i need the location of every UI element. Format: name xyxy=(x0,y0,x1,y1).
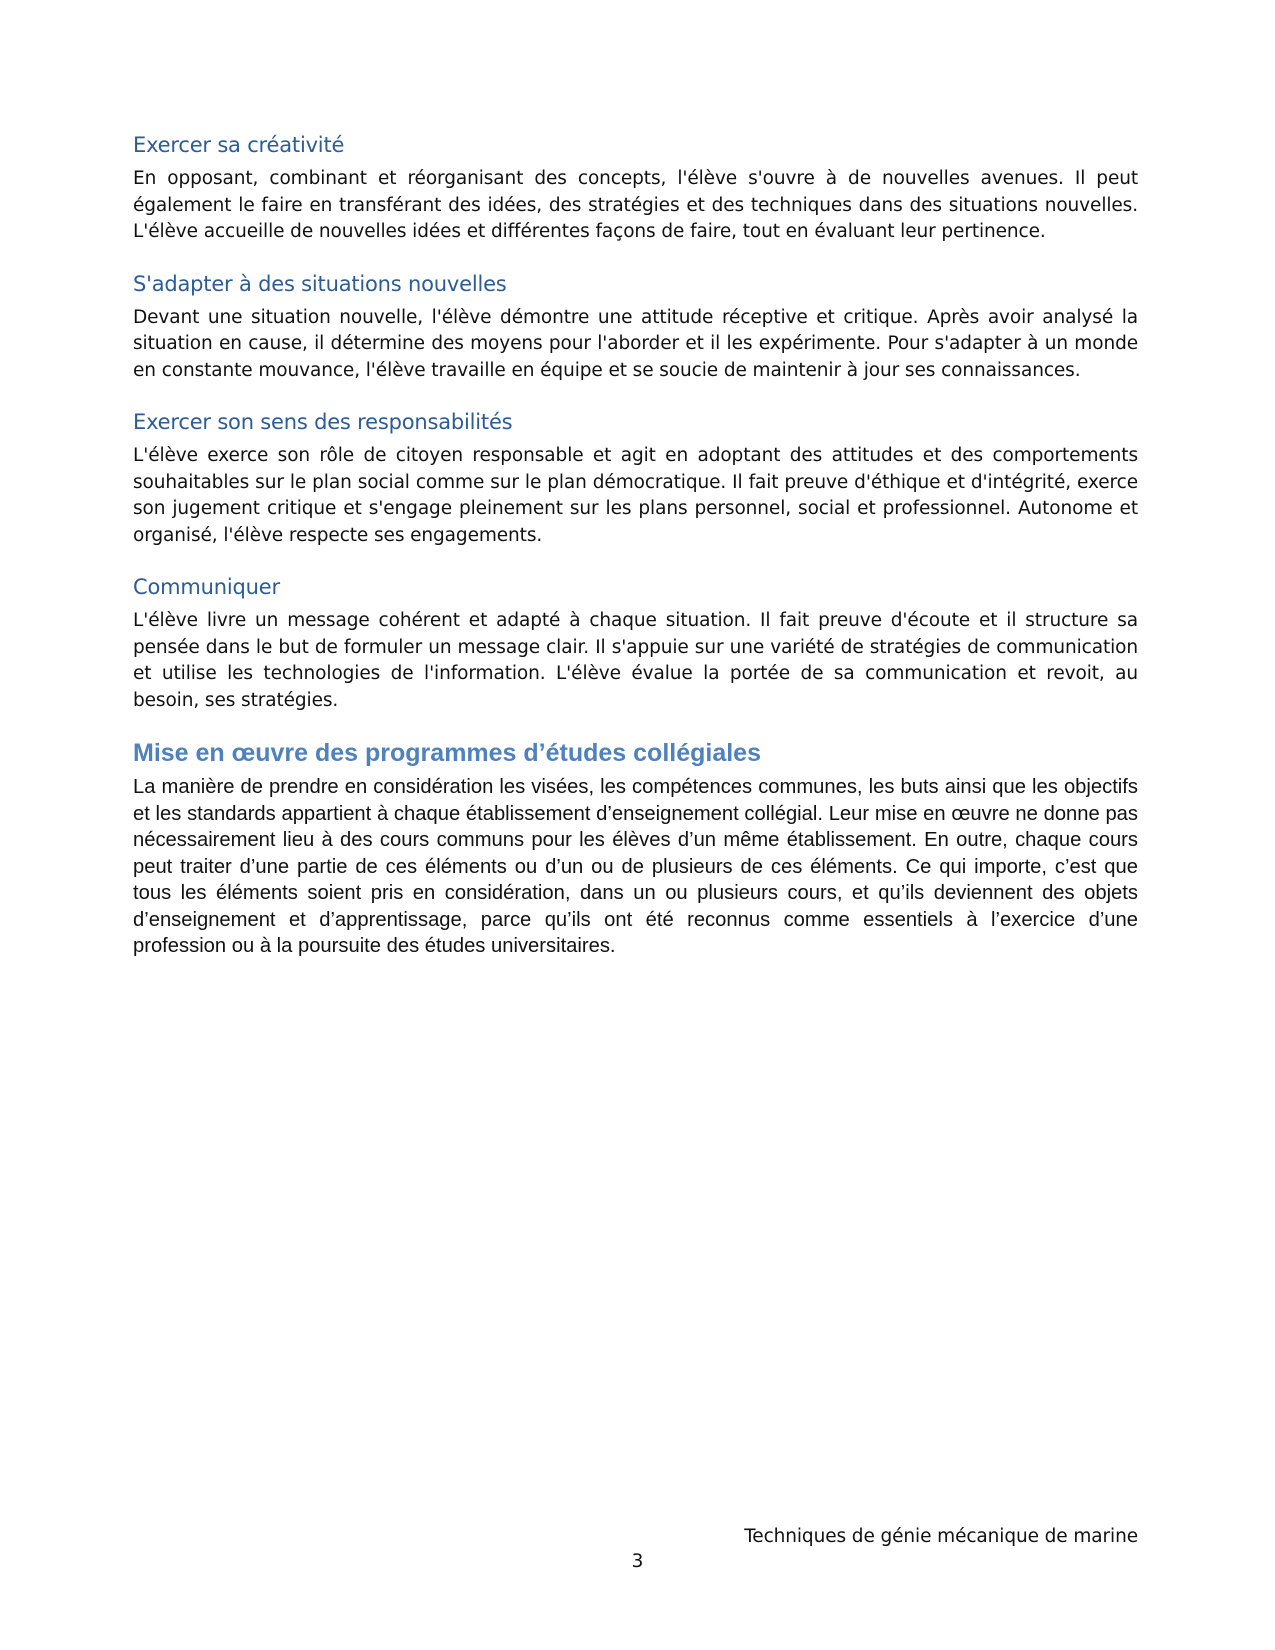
page-number: 3 xyxy=(631,1551,644,1572)
section-paragraph: L'élève exerce son rôle de citoyen responsable et agit en adoptant des attitudes et des comportements souhaitables sur le plan social comme sur le plan démocratique. Il fait preuve d'éthique et d'intégrité, exerce son jugement critique et s'engage pleinement sur les plans personnel, social et professionnel. Autonome et organisé, l'élève respecte ses engagements. xyxy=(133,445,1138,546)
main-section-heading: Mise en œuvre des programmes d’études collégiales xyxy=(133,739,761,767)
section-heading: Exercer sa créativité xyxy=(133,133,345,157)
section-paragraph: Devant une situation nouvelle, l'élève démontre une attitude réceptive et critique. Après avoir analysé la situation en cause, il détermine des moyens pour l'aborder et il les expérimente. Pour s'adapter à un monde en constante mouvance, l'élève travaille en équipe et se soucie de maintenir à jour ses connaissances. xyxy=(133,306,1138,381)
section-heading: Exercer son sens des responsabilités xyxy=(133,410,513,434)
main-section-paragraph: La manière de prendre en considération les visées, les compétences communes, les buts ainsi que les objectifs et les standards appartient à chaque établissement d’enseignement collégial. Leur mise en œuvre ne donne pas nécessairement lieu à des cours communs pour les élèves d’un même établissement. En outre, chaque cours peut traiter d’une partie de ces éléments ou d’un ou de plusieurs de ces éléments. Ce qui importe, c’est que tous les éléments soient pris en considération, dans un ou plusieurs cours, et qu’ils deviennent des objets d’enseignement et d’apprentissage, parce qu’ils ont été reconnus comme essentiels à l’exercice d’une profession ou à la poursuite des études universitaires. xyxy=(133,776,1138,957)
section-creativite xyxy=(133,130,1138,246)
footer-program-title: Techniques de génie mécanique de marine xyxy=(744,1526,1138,1547)
section-communiquer xyxy=(133,572,1138,714)
section-adapter xyxy=(133,269,1138,385)
section-responsabilites xyxy=(133,407,1138,549)
page-content xyxy=(133,130,1138,960)
section-paragraph: L'élève livre un message cohérent et adapté à chaque situation. Il fait preuve d'écoute et il structure sa pensée dans le but de formuler un message clair. Il s'appuie sur une variété de stratégies de communication et utilise les technologies de l'information. L'élève évalue la portée de sa communication et revoit, au besoin, ses stratégies. xyxy=(133,610,1138,711)
section-mise-en-oeuvre xyxy=(133,737,1138,960)
section-paragraph: En opposant, combinant et réorganisant des concepts, l'élève s'ouvre à de nouvelles avenues. Il peut également le faire en transférant des idées, des stratégies et des techniques dans des situations nouvelles. L'élève accueille de nouvelles idées et différentes façons de faire, tout en évaluant leur pertinence. xyxy=(133,168,1138,242)
section-heading: S'adapter à des situations nouvelles xyxy=(133,271,507,296)
section-heading: Communiquer xyxy=(133,575,280,599)
